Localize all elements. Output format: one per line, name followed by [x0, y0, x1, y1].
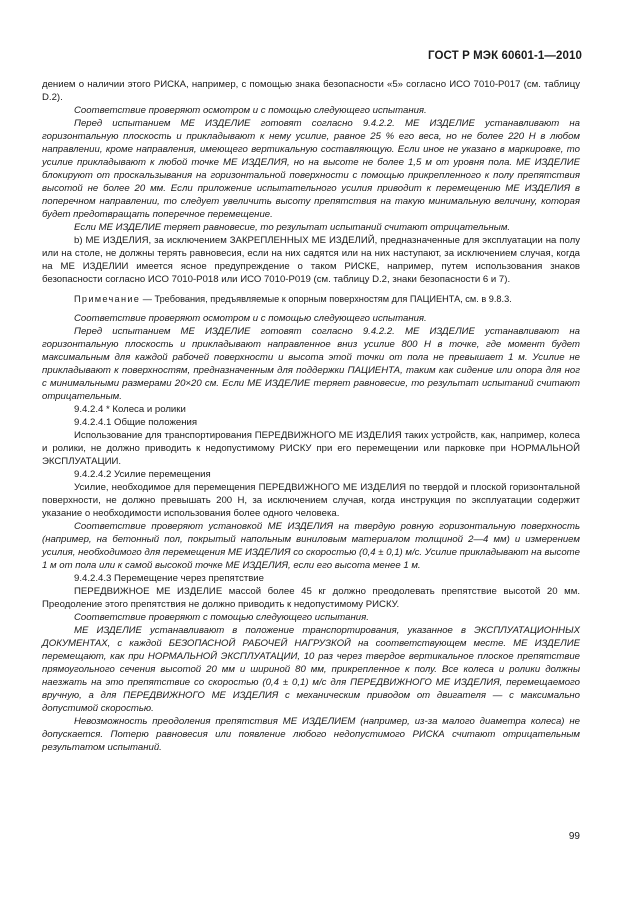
page-number: 99 [568, 831, 580, 842]
paragraph: b) МЕ ИЗДЕЛИЯ, за исключением ЗАКРЕПЛЕННЫХ МЕ ИЗДЕЛИЙ, предназначенные для эксплуатации на полу или на столе, не должны терять равновесия, если на них садятся или на них наступают, за исключением случая, когда на МЕ ИЗДЕЛИИ имеется ясное предупреждение о таком РИСКЕ, например, путем использования знаков безопасности согласно ИСО 7010-Р018 или ИСО 7010-Р019 (см. таблицу D.2, знаки безопасности 6 и 7). [42, 235, 580, 285]
section-heading: 9.4.2.4 * Колеса и ролики [74, 404, 186, 415]
paragraph: Перед испытанием МЕ ИЗДЕЛИЕ готовят согласно 9.4.2.2. МЕ ИЗДЕЛИЕ устанавливают на горизонтальную плоскость и прикладывают к нему усилие, равное 25 % его веса, но не более 220 Н в любом направлении, кроме направления, имеющего вертикальную составляющую. Если иное не указано в маркировке, то усилие прикладывают к любой точке МЕ ИЗДЕЛИЯ, но на высоте не более 1,5 м от уровня пола. МЕ ИЗДЕЛИЕ блокируют от проскальзывания на горизонтальной поверхности с помощью прикрепленного к полу препятствия высотой не более 20 мм. Если приложение испытательного усилия приводит к перемещению МЕ ИЗДЕЛИЯ в поперечном направлении, то следует увеличить высоту препятствия на такую минимальную величину, которая будет предотвращать поперечное перемещение. [42, 118, 580, 220]
section-heading: 9.4.2.4.1 Общие положения [74, 417, 198, 428]
paragraph: Соответствие проверяют с помощью следующего испытания. [74, 612, 369, 623]
paragraph: ПЕРЕДВИЖНОЕ МЕ ИЗДЕЛИЕ массой более 45 кг должно преодолевать препятствие высотой 20 мм. Преодоление этого препятствия не должно приводить к недопустимому РИСКУ. [42, 586, 580, 610]
paragraph: Использование для транспортирования ПЕРЕДВИЖНОГО МЕ ИЗДЕЛИЯ таких устройств, как, например, колеса и ролики, не должно приводить к недопустимому РИСКУ при его перемещении или парковке при НОРМАЛЬНОЙ ЭКСПЛУАТАЦИИ. [42, 430, 580, 467]
note-text: — Требования, предъявляемые к опорным поверхностям для ПАЦИЕНТА, см. в 9.8.3. [140, 294, 512, 304]
note [42, 293, 580, 306]
paragraph: Соответствие проверяют осмотром и с помощью следующего испытания. [74, 105, 427, 116]
paragraph: Невозможность преодоления препятствия МЕ ИЗДЕЛИЕМ (например, из-за малого диаметра колеса) не допускается. Потерю равновесия или появление любого недопустимого РИСКА считают отрицательным результатом испытаний. [42, 716, 580, 753]
paragraph: Соответствие проверяют установкой МЕ ИЗДЕЛИЯ на твердую ровную горизонтальную поверхность (например, на бетонный пол, покрытый напольным виниловым материалом толщиной 2—4 мм) и измерением усилия, необходимого для перемещения МЕ ИЗДЕЛИЯ со скоростью (0,4 ± 0,1) м/с. Усилие прикладывают на высоте 1 м от пола или к самой высокой точке МЕ ИЗДЕЛИЯ, если его высота менее 1 м. [42, 521, 580, 571]
paragraph: Усилие, необходимое для перемещения ПЕРЕДВИЖНОГО МЕ ИЗДЕЛИЯ по твердой и плоской горизонтальной поверхности, не должно превышать 200 Н, за исключением случая, когда инструкция по эксплуатации содержит указание о необходимости использования более одного человека. [42, 482, 580, 519]
paragraph: дением о наличии этого РИСКА, например, с помощью знака безопасности «5» согласно ИСО 7010-Р017 (см. таблицу D.2). [42, 79, 580, 103]
document-header: ГОСТ Р МЭК 60601-1—2010 [428, 50, 582, 62]
section-heading: 9.4.2.4.2 Усилие перемещения [74, 469, 211, 480]
paragraph: Перед испытанием МЕ ИЗДЕЛИЕ готовят согласно 9.4.2.2. МЕ ИЗДЕЛИЕ устанавливают на горизонтальную плоскость и прикладывают направленное вниз усилие 800 Н в точке, где момент будет максимальным для каждой рабочей поверхности и высота этой точки от пола не превышает 1 м. Усилие не прикладывают к поверхностям, предназначенным для поддержки ПАЦИЕНТА, таким как сидение или опора для ног с минимальными размерами 20×20 см. Если МЕ ИЗДЕЛИЕ теряет равновесие, то результат испытаний считают отрицательным. [42, 326, 580, 402]
document-body [42, 78, 580, 754]
paragraph: МЕ ИЗДЕЛИЕ устанавливают в положение транспортирования, указанное в ЭКСПЛУАТАЦИОННЫХ ДОКУМЕНТАХ, с каждой БЕЗОПАСНОЙ РАБОЧЕЙ НАГРУЗКОЙ на соответствующем месте. МЕ ИЗДЕЛИЕ перемещают, как при НОРМАЛЬНОЙ ЭКСПЛУАТАЦИИ, 10 раз через твердое вертикальное плоское препятствие прямоугольного сечения высотой 20 мм и шириной 80 мм, прикрепленное к полу. Все колеса и ролики должны наезжать на это препятствие со скоростью (0,4 ± 0,1) м/с для ПЕРЕДВИЖНОГО МЕ ИЗДЕЛИЯ, перемещаемого вручную, а для ПЕРЕДВИЖНОГО МЕ ИЗДЕЛИЯ с механическим приводом от двигателя — с максимально допустимой скоростью. [42, 625, 580, 714]
paragraph: Если МЕ ИЗДЕЛИЕ теряет равновесие, то результат испытаний считают отрицательным. [74, 222, 511, 233]
paragraph: Соответствие проверяют осмотром и с помощью следующего испытания. [74, 313, 427, 324]
note-label: Примечание [74, 294, 141, 304]
section-heading: 9.4.2.4.3 Перемещение через препятствие [74, 573, 265, 584]
